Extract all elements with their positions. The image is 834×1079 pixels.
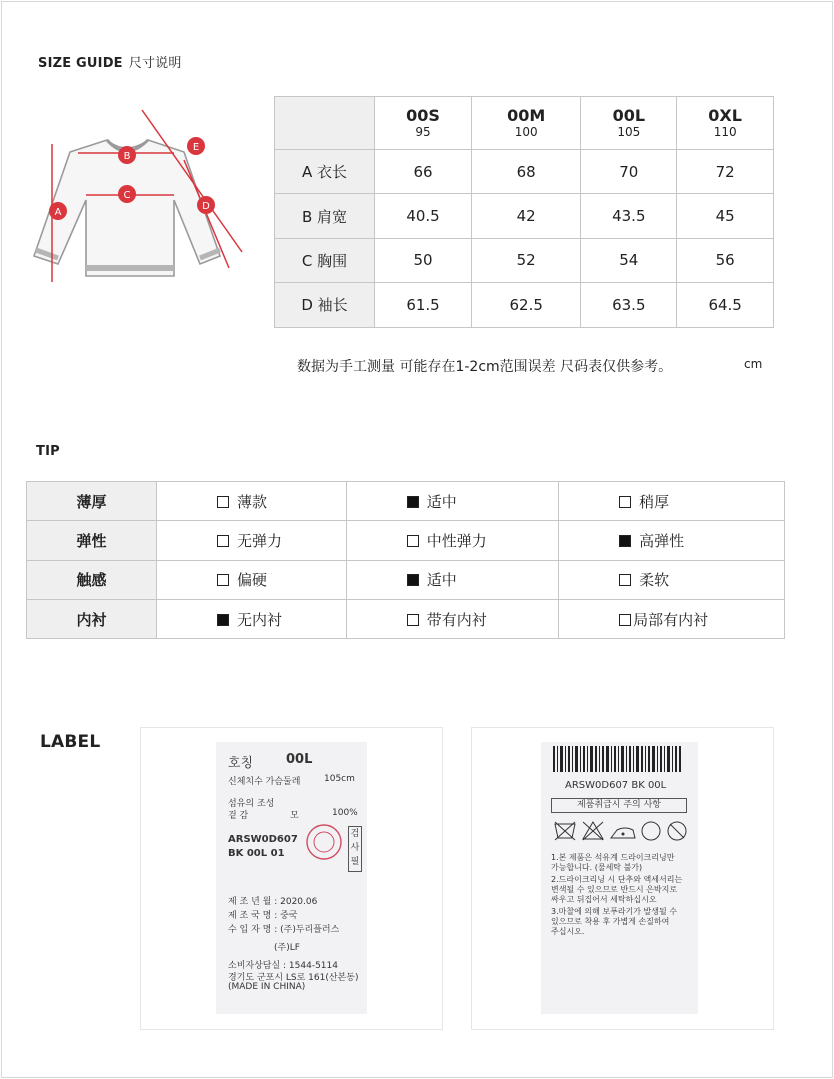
tip-row-elasticity [27, 521, 785, 560]
size-guide-title: SIZE GUIDE 尺寸说明 [38, 56, 182, 71]
checkbox-icon [619, 574, 631, 586]
care-line: 있으므로 착용 후 가볍게 손질하여 [551, 917, 670, 926]
inspection-stamp-icon [304, 822, 344, 862]
tag-fiber-part: 겉 감 [228, 811, 249, 821]
tag-fiber-material: 모 [290, 811, 299, 821]
tip-option: 带有内衬 [346, 599, 558, 638]
checkbox-checked-icon [407, 496, 419, 508]
care-line: 2.드라이크리닝 시 단추와 액세서리는 [551, 875, 683, 884]
svg-text:D: D [202, 201, 210, 212]
no-tumble-icon [668, 822, 686, 840]
care-tag-code: ARSW0D607 BK 00L [565, 780, 667, 791]
tag-fiber-label: 섬유의 조성 [228, 799, 275, 809]
tag-made-date: 제 조 년 월 : 2020.06 [228, 897, 318, 907]
marker-e [187, 137, 205, 155]
size-col-00m: 00M 100 [472, 97, 581, 150]
care-symbols [553, 818, 687, 844]
size-cell: 62.5 [472, 283, 581, 327]
tip-row-label: 薄厚 [27, 482, 157, 521]
tip-option: 中性弹力 [346, 521, 558, 560]
row-label: C 胸围 [275, 238, 375, 282]
tip-row-label: 触感 [27, 560, 157, 599]
tag-size-value: 00L [286, 752, 313, 767]
tip-option: 偏硬 [157, 560, 347, 599]
care-line: 3.마찰에 의해 보푸라기가 발생될 수 [551, 907, 677, 916]
iron-icon [611, 828, 635, 838]
size-cell: 56 [677, 238, 774, 282]
size-cell: 61.5 [375, 283, 472, 327]
row-label: B 肩宽 [275, 194, 375, 238]
care-line: 가능합니다. (물세탁 불가) [551, 863, 643, 872]
checkbox-checked-icon [407, 574, 419, 586]
size-guide-subtitle: 尺寸说明 [128, 56, 182, 71]
size-cell: 42 [472, 194, 581, 238]
size-table [274, 96, 774, 328]
tag-made-in: (MADE IN CHINA) [228, 982, 306, 992]
row-label: D 袖长 [275, 283, 375, 327]
marker-b [118, 146, 136, 164]
care-tag-title: 제품취급시 주의 사항 [551, 798, 687, 813]
care-tag [541, 742, 698, 1014]
tip-option: 无弹力 [157, 521, 347, 560]
size-cell: 40.5 [375, 194, 472, 238]
tip-row-thickness [27, 482, 785, 521]
tag-address: 경기도 군포시 LS로 161(산본동) [228, 973, 359, 983]
barcode-icon [553, 746, 683, 772]
tip-option: 适中 [346, 560, 558, 599]
marker-a [49, 202, 67, 220]
size-cell: 45 [677, 194, 774, 238]
tag-inspected-box: 검사필 [348, 826, 362, 872]
tip-row-label: 弹性 [27, 521, 157, 560]
tag-body-label: 신체치수 가슴둘레 [228, 777, 301, 787]
svg-text:C: C [123, 190, 131, 201]
svg-text:A: A [54, 207, 62, 218]
checkbox-icon [407, 614, 419, 626]
row-label: A 衣长 [275, 150, 375, 194]
checkbox-icon [217, 496, 229, 508]
size-col-00s: 00S 95 [375, 97, 472, 150]
size-cell: 54 [581, 238, 677, 282]
tag-cs: 소비자상담실 : 1544-5114 [228, 961, 338, 971]
tip-option: 稍厚 [559, 482, 785, 521]
tag-importer: 수 입 자 명 : (주)두리플러스 [228, 925, 340, 935]
size-row-chest [275, 238, 774, 282]
size-cell: 72 [677, 150, 774, 194]
tip-row-touch [27, 560, 785, 599]
size-col-00l: 00L 105 [581, 97, 677, 150]
size-row-sleeve [275, 283, 774, 327]
tip-option: 局部有内衬 [559, 599, 785, 638]
measurement-note: 数据为手工测量 可能存在1-2cm范围误差 尺码表仅供参考。 [297, 359, 673, 375]
size-col-0xl: 0XL 110 [677, 97, 774, 150]
tip-option: 薄款 [157, 482, 347, 521]
marker-c [118, 185, 136, 203]
tip-table [26, 481, 785, 639]
size-cell: 66 [375, 150, 472, 194]
tag-brand: (주)LF [274, 943, 300, 953]
tag-code1: ARSW0D607 [228, 834, 298, 845]
checkbox-icon [217, 535, 229, 547]
tip-title: TIP [36, 444, 60, 459]
marker-d [197, 196, 215, 214]
tag-size-label: 호칭 [228, 756, 254, 771]
size-row-length [275, 150, 774, 194]
label-title: LABEL [40, 732, 101, 752]
size-cell: 43.5 [581, 194, 677, 238]
checkbox-checked-icon [217, 614, 229, 626]
size-cell: 52 [472, 238, 581, 282]
checkbox-icon [619, 496, 631, 508]
care-line: 주십시오. [551, 927, 585, 936]
no-bleach-icon [583, 822, 603, 840]
size-cell: 50 [375, 238, 472, 282]
tip-row-label: 内衬 [27, 599, 157, 638]
tag-fiber-percent: 100% [332, 808, 358, 818]
no-wash-icon [555, 822, 575, 840]
tag-body-value: 105cm [324, 774, 355, 784]
tip-option: 无内衬 [157, 599, 347, 638]
label-panel-left [140, 727, 443, 1030]
sweater-diagram [24, 100, 254, 290]
care-line: 싸우고 뒤집어서 세탁하십시오 [551, 895, 657, 904]
size-cell: 64.5 [677, 283, 774, 327]
svg-text:E: E [192, 142, 200, 153]
size-tag [216, 742, 367, 1014]
tag-code2: BK 00L 01 [228, 848, 285, 859]
tip-row-lining [27, 599, 785, 638]
size-row-shoulder [275, 194, 774, 238]
checkbox-icon [217, 574, 229, 586]
tip-option: 适中 [346, 482, 558, 521]
tip-option: 柔软 [559, 560, 785, 599]
svg-text:B: B [123, 151, 131, 162]
tip-option: 高弹性 [559, 521, 785, 560]
size-cell: 63.5 [581, 283, 677, 327]
unit-label: cm [744, 357, 763, 371]
label-panel-right [471, 727, 774, 1030]
size-cell: 70 [581, 150, 677, 194]
checkbox-icon [407, 535, 419, 547]
size-cell: 68 [472, 150, 581, 194]
tag-made-country: 제 조 국 명 : 중국 [228, 911, 298, 921]
checkbox-icon [619, 614, 631, 626]
care-line: 1.본 제품은 석유계 드라이크리닝만 [551, 853, 675, 862]
care-line: 변색될 수 있으므로 반드시 은박지로 [551, 885, 678, 894]
dry-clean-icon [642, 822, 660, 840]
size-table-corner [275, 97, 375, 150]
checkbox-checked-icon [619, 535, 631, 547]
